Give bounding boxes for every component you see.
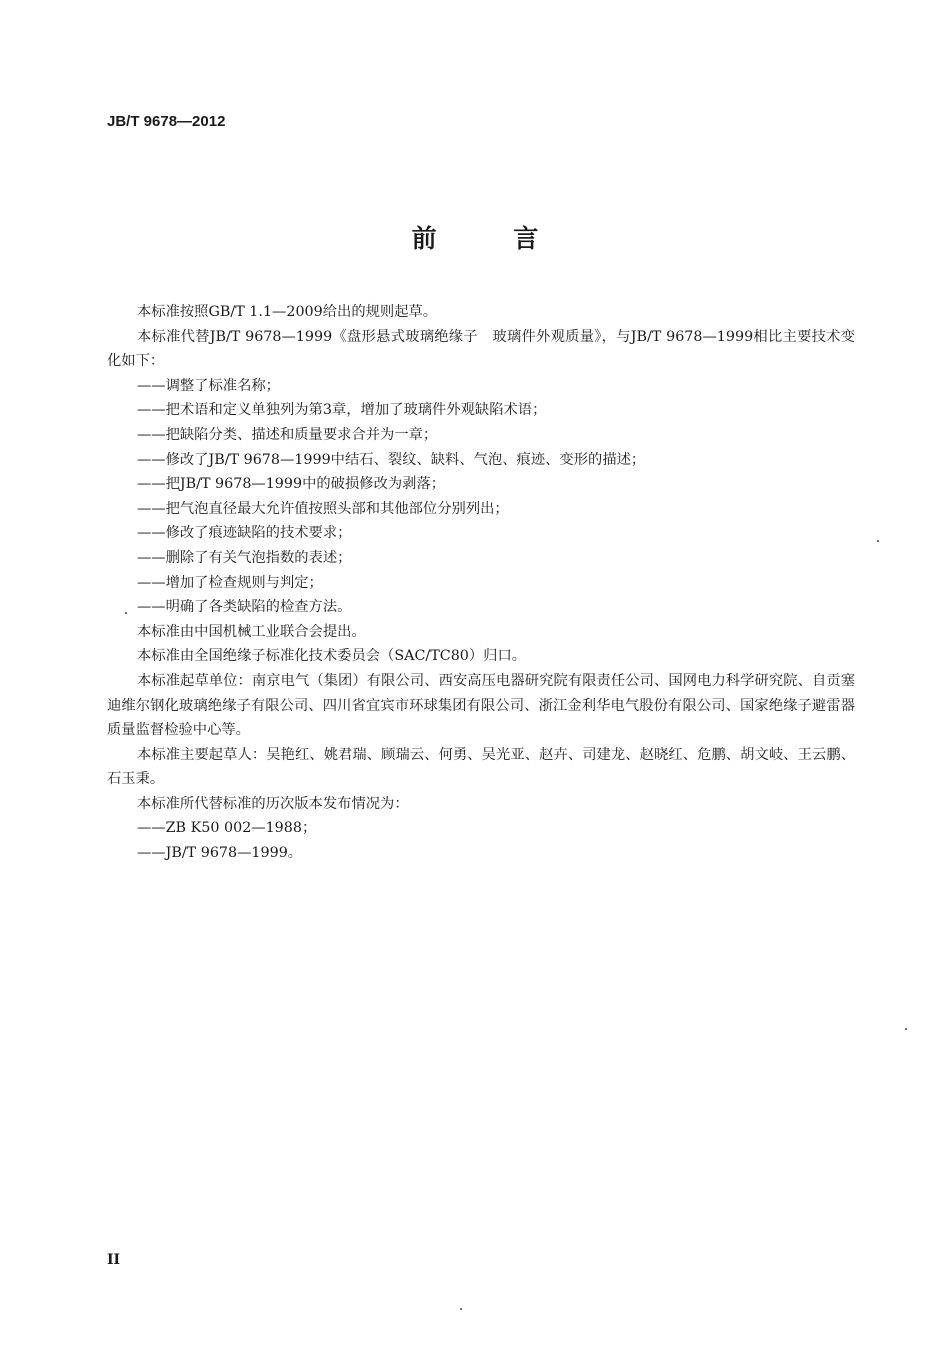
page-title: 前 言 bbox=[411, 224, 573, 253]
paragraph: 本标准起草单位：南京电气（集团）有限公司、西安高压电器研究院有限责任公司、国网电力科学研究院、自贡塞迪维尔钢化玻璃绝缘子有限公司、四川省宜宾市环球集团有限公司、浙江金利华电气股份有限公司、国家绝缘子避雷器质量监督检验中心等。 bbox=[107, 672, 855, 739]
paragraph: 本标准按照GB/T 1.1—2009给出的规则起草。 bbox=[137, 304, 438, 320]
scan-speck bbox=[460, 1308, 462, 1310]
paragraph: 本标准由中国机械工业联合会提出。 bbox=[137, 623, 366, 640]
list-item: ——调整了标准名称； bbox=[137, 377, 280, 394]
page-number: II bbox=[107, 1252, 121, 1268]
list-item: ——删除了有关气泡指数的表述； bbox=[137, 549, 352, 566]
list-item: ——增加了检查规则与判定； bbox=[137, 574, 323, 591]
list-item: ——修改了痕迹缺陷的技术要求； bbox=[137, 525, 352, 542]
paragraph: 本标准由全国绝缘子标准化技术委员会（SAC/TC80）归口。 bbox=[137, 648, 527, 665]
list-item: ——把气泡直径最大允许值按照头部和其他部位分别列出； bbox=[137, 500, 509, 517]
scan-speck bbox=[905, 1028, 907, 1030]
list-item: ——把缺陷分类、描述和质量要求合并为一章； bbox=[137, 426, 438, 443]
list-item: ——JB/T 9678—1999。 bbox=[137, 845, 303, 862]
scan-speck bbox=[877, 540, 879, 542]
foreword-body bbox=[107, 300, 855, 866]
list-item: ——ZB K50 002—1988； bbox=[137, 820, 317, 837]
list-item: ——修改了JB/T 9678—1999中结石、裂纹、缺料、气泡、痕迹、变形的描述； bbox=[137, 451, 646, 468]
list-item: ——把术语和定义单独列为第3章，增加了玻璃件外观缺陷术语； bbox=[137, 402, 547, 419]
paragraph: 本标准主要起草人：吴艳红、姚君瑞、顾瑞云、何勇、吴光亚、赵卉、司建龙、赵晓红、危鹏、胡文岐、王云鹏、石玉秉。 bbox=[107, 746, 855, 788]
list-item: ——把JB/T 9678—1999中的破损修改为剥落； bbox=[137, 476, 446, 493]
paragraph: 本标准代替JB/T 9678—1999《盘形悬式玻璃绝缘子 玻璃件外观质量》，与JB/T 9678—1999相比主要技术变化如下： bbox=[107, 328, 855, 370]
document-code: JB/T 9678—2012 bbox=[107, 113, 226, 130]
paragraph: 本标准所代替标准的历次版本发布情况为： bbox=[137, 795, 409, 812]
list-item: ——明确了各类缺陷的检查方法。 bbox=[137, 599, 352, 616]
scan-speck bbox=[125, 612, 127, 614]
